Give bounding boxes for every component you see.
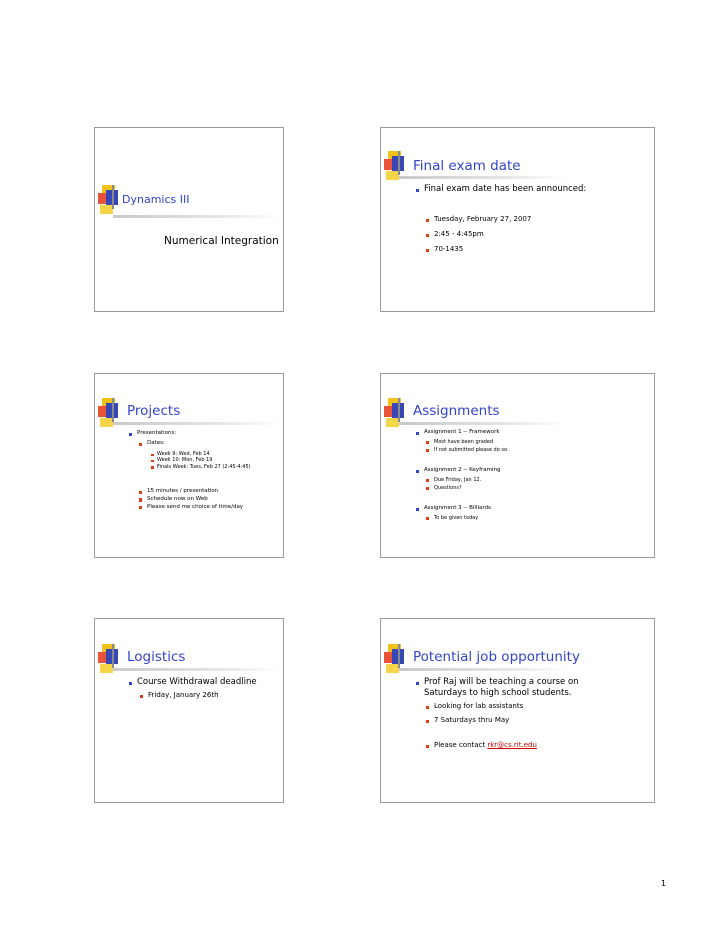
sub-list bbox=[434, 702, 523, 725]
list-item: Please send me choice of time/day bbox=[147, 504, 243, 511]
contact-label: Please contact bbox=[434, 741, 486, 749]
list-item: Friday, January 26th bbox=[148, 691, 219, 700]
title-rule bbox=[113, 422, 283, 425]
list-item: 15 minutes / presentation bbox=[147, 488, 243, 495]
sub-list bbox=[434, 515, 478, 521]
slide-job-opportunity bbox=[380, 618, 655, 803]
list-item: Schedule now on Web bbox=[147, 496, 243, 503]
slide-title: Assignments bbox=[413, 403, 500, 419]
slide-subtitle: Numerical Integration bbox=[164, 235, 279, 247]
list-item-continuation: Saturdays to high school students. bbox=[424, 687, 572, 698]
slide-title: Final exam date bbox=[413, 158, 521, 174]
list-item: Looking for lab assistants bbox=[434, 702, 523, 711]
list-item: Prof Raj will be teaching a course on bbox=[424, 677, 579, 688]
list-item: Due Friday, Jan 12. bbox=[434, 477, 481, 483]
list-item: Assignment 1 -- Framework bbox=[424, 429, 500, 436]
list-item bbox=[434, 741, 537, 750]
list-item: If not submitted please do so. bbox=[434, 447, 509, 453]
title-rule bbox=[399, 176, 569, 179]
bullet-list bbox=[137, 430, 176, 437]
title-rule bbox=[113, 668, 283, 671]
sub-list bbox=[434, 439, 509, 454]
list-item: Finals Week: Tues, Feb 27 (2:45-4:45) bbox=[157, 464, 251, 470]
slide-title: Dynamics III bbox=[122, 193, 190, 206]
title-rule bbox=[113, 215, 283, 218]
sub-list bbox=[434, 215, 531, 253]
list-item: Assignment 2 -- Keyframing bbox=[424, 467, 501, 474]
bullet-list bbox=[424, 184, 586, 195]
sub-list bbox=[434, 741, 537, 750]
bullet-list bbox=[424, 429, 500, 436]
list-item: To be given today bbox=[434, 515, 478, 521]
list-item: Week 9: Wed, Feb 14 bbox=[157, 451, 251, 457]
list-item: Most have been graded bbox=[434, 439, 509, 445]
slide-final-exam bbox=[380, 127, 655, 312]
sub-list bbox=[434, 477, 481, 492]
list-item: Course Withdrawal deadline bbox=[137, 677, 257, 688]
slide-projects bbox=[94, 373, 284, 558]
list-item: Assignment 3 -- Billiards bbox=[424, 505, 491, 512]
bullet-list bbox=[424, 467, 501, 474]
title-rule bbox=[399, 422, 569, 425]
list-item: Dates: bbox=[147, 440, 165, 447]
slide-title: Potential job opportunity bbox=[413, 649, 580, 665]
list-item: Week 10: Mon, Feb 19 bbox=[157, 457, 251, 463]
slide-title: Logistics bbox=[127, 649, 186, 665]
list-item: Presentations: bbox=[137, 430, 176, 437]
list-item: Tuesday, February 27, 2007 bbox=[434, 215, 531, 224]
sub-list bbox=[147, 488, 243, 511]
list-item: 2:45 - 4:45pm bbox=[434, 230, 531, 239]
list-item: 70-1435 bbox=[434, 245, 531, 254]
slide-dynamics bbox=[94, 127, 284, 312]
page-number: 1 bbox=[660, 879, 666, 888]
list-item: Final exam date has been announced: bbox=[424, 184, 586, 195]
slide-assignments bbox=[380, 373, 655, 558]
bullet-list bbox=[424, 505, 491, 512]
bullet-list bbox=[424, 677, 579, 698]
dates-list bbox=[157, 451, 251, 470]
bullet-list bbox=[137, 677, 257, 688]
list-item: Questions? bbox=[434, 485, 481, 491]
sub-list bbox=[147, 440, 165, 447]
slide-title: Projects bbox=[127, 403, 181, 419]
title-rule bbox=[399, 668, 569, 671]
sub-list bbox=[148, 691, 219, 700]
contact-email-link[interactable]: rkr@cs.rit.edu bbox=[487, 741, 537, 749]
list-item: 7 Saturdays thru May bbox=[434, 716, 523, 725]
slide-logistics bbox=[94, 618, 284, 803]
